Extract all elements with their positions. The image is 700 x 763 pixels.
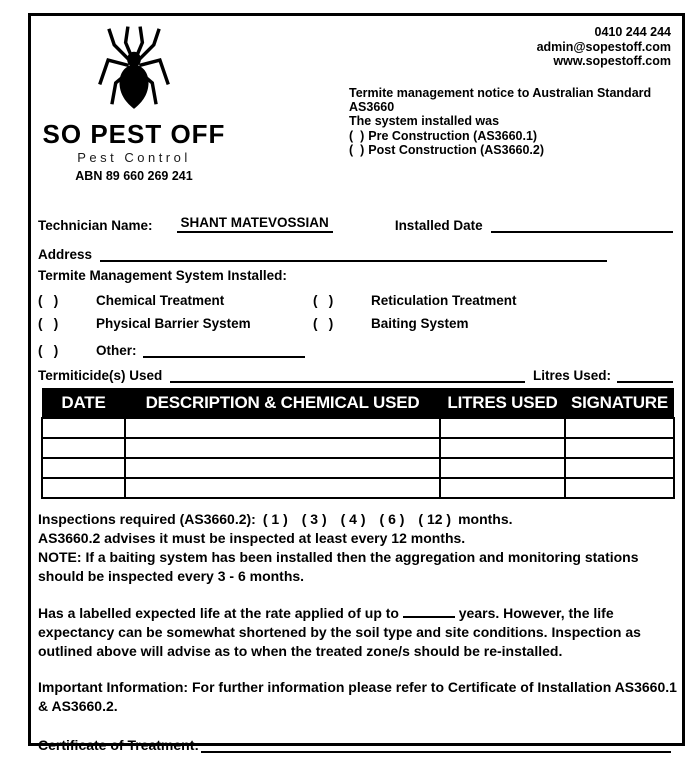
checkbox-physical-barrier[interactable]: ( ) xyxy=(38,316,59,331)
address-row xyxy=(38,233,673,262)
logo-abn: ABN 89 660 269 241 xyxy=(75,169,193,183)
inspections-paragraph xyxy=(38,510,682,586)
table-header-litres: LITRES USED xyxy=(440,388,565,418)
checkbox-chemical-label: Chemical Treatment xyxy=(96,293,225,308)
table-header-date: DATE xyxy=(42,388,125,418)
other-row xyxy=(38,335,673,358)
inspections-note: NOTE: If a baiting system has been installed then the aggregation and monitoring stations should be inspected every 3 - 6 months. xyxy=(38,549,639,584)
certificate-field[interactable] xyxy=(201,736,671,753)
address-field[interactable] xyxy=(100,246,607,262)
checkbox-physical-barrier-label: Physical Barrier System xyxy=(96,316,251,331)
table-cell-signature[interactable] xyxy=(565,458,674,478)
inspection-option-3[interactable]: ( 3 ) xyxy=(301,511,327,527)
inspection-option-1[interactable]: ( 1 ) xyxy=(262,511,288,527)
technician-name-value: SHANT MATEVOSSIAN xyxy=(177,215,333,233)
certificate-row xyxy=(38,731,673,753)
notice-block xyxy=(349,86,679,157)
tms-row xyxy=(38,262,673,289)
checkbox-baiting-label: Baiting System xyxy=(371,316,469,331)
contact-phone: 0410 244 244 xyxy=(594,25,671,39)
certificate-label: Certificate of Treatment: xyxy=(38,737,200,753)
table-cell-description[interactable] xyxy=(125,438,440,458)
table-cell-description[interactable] xyxy=(125,418,440,438)
installed-date-field[interactable] xyxy=(491,217,673,233)
option-pre-construction-label: Pre Construction (AS3660.1) xyxy=(368,128,538,143)
checkbox-other[interactable]: ( ) xyxy=(38,343,59,358)
life-before-blank: Has a labelled expected life at the rate applied of up to xyxy=(38,605,399,621)
form-page xyxy=(28,13,685,753)
inspections-suffix: months. xyxy=(458,511,513,527)
contact-block xyxy=(537,25,671,69)
header xyxy=(38,20,673,207)
termiticide-row xyxy=(38,358,673,383)
table-header-signature: SIGNATURE xyxy=(565,388,674,418)
checkbox-chemical[interactable]: ( ) xyxy=(38,293,59,308)
table-cell-date[interactable] xyxy=(42,438,125,458)
litres-used-label: Litres Used: xyxy=(532,368,611,383)
table-header-row xyxy=(42,388,674,418)
chemical-table xyxy=(41,388,675,499)
checkbox-reticulation-label: Reticulation Treatment xyxy=(371,293,517,308)
years-field[interactable] xyxy=(403,604,455,618)
option-pre-construction xyxy=(349,129,679,143)
inspections-prefix: Inspections required (AS3660.2): xyxy=(38,511,256,527)
table-cell-description[interactable] xyxy=(125,478,440,498)
table-cell-signature[interactable] xyxy=(565,478,674,498)
table-row xyxy=(42,458,674,478)
table-cell-litres[interactable] xyxy=(440,478,565,498)
other-label: Other: xyxy=(96,343,137,358)
system-installed-label: The system installed was xyxy=(349,114,500,129)
checkbox-reticulation[interactable]: ( ) xyxy=(313,293,334,308)
other-field[interactable] xyxy=(143,344,305,358)
table-cell-date[interactable] xyxy=(42,478,125,498)
inspection-option-6[interactable]: ( 6 ) xyxy=(379,511,405,527)
table-cell-signature[interactable] xyxy=(565,438,674,458)
table-header-description: DESCRIPTION & CHEMICAL USED xyxy=(125,388,440,418)
checkbox-grid xyxy=(38,289,673,335)
tms-label: Termite Management System Installed: xyxy=(38,268,287,283)
table-row xyxy=(42,418,674,438)
technician-label: Technician Name: xyxy=(38,218,153,233)
table-cell-date[interactable] xyxy=(42,458,125,478)
table-cell-litres[interactable] xyxy=(440,458,565,478)
checkbox-pre-construction[interactable]: ( ) xyxy=(349,128,365,143)
technician-row xyxy=(38,207,673,233)
logo-name: SO PEST OFF xyxy=(42,119,226,149)
table-row xyxy=(42,438,674,458)
logo-block xyxy=(38,20,230,183)
life-after-blank: years. However, the life expectancy can be somewhat shortened by the soil type and site conditions. Inspection as outlined above will advise as to when the treated zone/s should be re-installed. xyxy=(38,605,641,659)
spider-icon xyxy=(59,22,209,121)
table-cell-litres[interactable] xyxy=(440,438,565,458)
table-cell-litres[interactable] xyxy=(440,418,565,438)
checkbox-baiting[interactable]: ( ) xyxy=(313,316,334,331)
table-cell-date[interactable] xyxy=(42,418,125,438)
table-cell-description[interactable] xyxy=(125,458,440,478)
inspection-option-12[interactable]: ( 12 ) xyxy=(418,511,452,527)
termiticide-label: Termiticide(s) Used xyxy=(38,368,163,383)
option-post-construction-label: Post Construction (AS3660.2) xyxy=(368,142,545,157)
checkbox-post-construction[interactable]: ( ) xyxy=(349,142,365,157)
contact-website: www.sopestoff.com xyxy=(553,54,671,68)
address-label: Address xyxy=(38,247,93,262)
notice-title: Termite management notice to Australian Standard AS3660 xyxy=(349,86,652,115)
installed-date-label: Installed Date xyxy=(394,218,483,233)
contact-email: admin@sopestoff.com xyxy=(536,39,671,54)
inspections-line2: AS3660.2 advises it must be inspected at least every 12 months. xyxy=(38,530,466,546)
litres-used-field[interactable] xyxy=(617,369,673,383)
table-cell-signature[interactable] xyxy=(565,418,674,438)
logo-tagline: Pest Control xyxy=(77,150,191,165)
important-information: Important Information: For further information please refer to Certificate of Installation AS3660.1 & AS3660.2. xyxy=(38,679,677,714)
table-row xyxy=(42,478,674,498)
termiticide-field[interactable] xyxy=(170,367,525,383)
option-post-construction xyxy=(349,143,679,157)
expected-life-paragraph xyxy=(38,604,682,661)
inspection-option-4[interactable]: ( 4 ) xyxy=(340,511,366,527)
